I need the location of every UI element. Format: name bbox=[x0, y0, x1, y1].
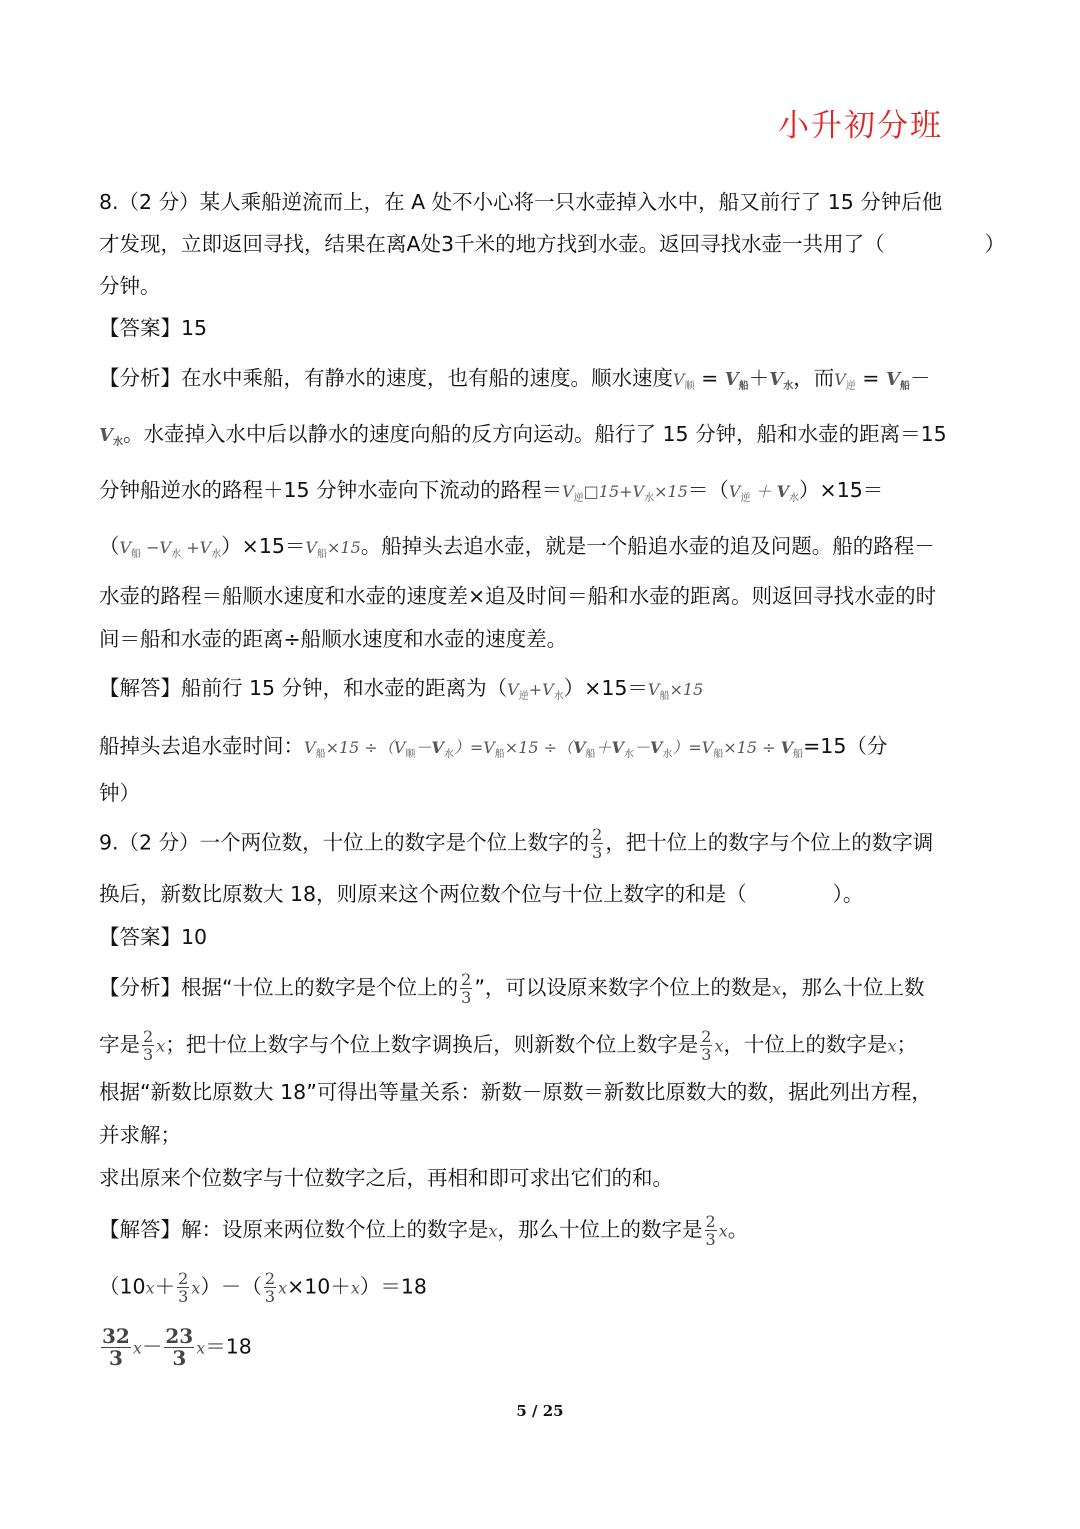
variable-x: x bbox=[887, 1036, 897, 1056]
q9-equation-2: $\frac{32}{3}$ x－ $\frac{23}{3}$ x＝18 bbox=[102, 1324, 252, 1370]
q8-analysis-5: 水壶的路程＝船顺水速度和水壶的速度差×追及时间＝船和水壶的距离。则返回寻找水壶的时 bbox=[99, 584, 937, 608]
formula-downstream-speed: $V_顺 = V_船+V_水$ bbox=[673, 366, 794, 392]
q9-line-1: 9.（2 分）一个两位数，十位上的数字是个位上数字的 $\frac{2}{3}$ ，把十位上的数字与个位上的数字调 bbox=[99, 825, 934, 862]
header-title: 小升初分班 bbox=[778, 108, 943, 144]
q9-equation-1: （10x＋ $\frac{2}{3}$ x）－（ $\frac{2}{3}$ x×10＋x）＝18 bbox=[99, 1269, 427, 1306]
q8-analysis-2: $V_水$。水壶掉入水中后以静水的速度向船的反方向运动。船行了 15 分钟，船和水壶的距离＝15 bbox=[99, 422, 947, 448]
q9-analysis-3: 根据“新数比原数大 18”可得出等量关系：新数－原数＝新数比原数大的数，据此列出方程， bbox=[99, 1080, 932, 1104]
formula-distance-3: $V_船 -V_水 +V_水$ bbox=[119, 538, 222, 560]
q8-line-2: 才发现，立即返回寻找，结果在离A处3千米的地方找到水壶。返回寻找水壶一共用了（ ） bbox=[99, 232, 1006, 256]
q8-line-3: 分钟。 bbox=[99, 274, 161, 298]
q9-analysis-5: 求出原来个位数字与十位数字之后，再相和即可求出它们的和。 bbox=[99, 1166, 673, 1190]
q9-answer: 【答案】10 bbox=[99, 925, 208, 949]
formula-water-speed: $V_水$ bbox=[99, 425, 123, 448]
formula-distance-4: $V_船\times 15$ bbox=[305, 538, 361, 560]
fraction-two-thirds: $\frac{2}{3}$ bbox=[705, 1212, 716, 1249]
q9-solution-1: 【解答】解：设原来两位数个位上的数字是x，那么十位上的数字是 $\frac{2}{3}$ x。 bbox=[99, 1212, 749, 1249]
q8-analysis-6: 间＝船和水壶的距离÷船顺水速度和水壶的速度差。 bbox=[99, 627, 568, 651]
q9-analysis-2: 字是 $\frac{2}{3}$ x；把十位上数字与个位上数字调换后，则新数个位上数字是 $\frac{2}{3}$ x，十位上的数字是x； bbox=[99, 1027, 917, 1064]
fraction-23-thirds: $\frac{23}{3}$ bbox=[165, 1324, 194, 1370]
q8-line-1: 8.（2 分）某人乘船逆流而上，在 A 处不小心将一只水壶掉入水中，船又前行了 15 分钟后他 bbox=[99, 190, 943, 214]
fraction-two-thirds: $\frac{2}{3}$ bbox=[592, 825, 603, 862]
q8-analysis-3: 分钟船逆水的路程＋15 分钟水壶向下流动的路程$=V_逆□15+V_水\times 15=(V_逆 + V_水)\times 15=$ bbox=[99, 478, 884, 504]
q8-analysis-1: 【分析】在水中乘船，有静水的速度，也有船的速度。顺水速度$V_顺 = V_船+V_水$，而$V_逆 = V_船-$ bbox=[99, 366, 931, 392]
q8-solution-3: 钟） bbox=[99, 781, 140, 805]
page-number: 5 / 25 bbox=[516, 1402, 564, 1420]
fraction-two-thirds: $\frac{2}{3}$ bbox=[701, 1027, 712, 1064]
fraction-two-thirds: $\frac{2}{3}$ bbox=[461, 970, 472, 1007]
q8-solution-2: 船掉头去追水壶时间：$V_船\times 15 \div(V_顺-V_水)=V_船\times 15 \div(V_船+V_水-V_水)=V_船\times 15 \div V_船=15$（分 bbox=[99, 734, 888, 760]
variable-x: x bbox=[771, 979, 781, 999]
fraction-32-thirds: $\frac{32}{3}$ bbox=[102, 1324, 130, 1370]
fraction-two-thirds: $\frac{2}{3}$ bbox=[178, 1269, 189, 1306]
q8-solution-1: 【解答】船前行 15 分钟，和水壶的距离为$(V_逆+V_水)\times 15=V_船\times 15$ bbox=[99, 676, 704, 702]
formula-upstream-speed: $V_逆 = V_船-$ bbox=[834, 366, 931, 392]
fraction-two-thirds: $\frac{2}{3}$ bbox=[264, 1269, 276, 1306]
variable-x: x bbox=[488, 1221, 498, 1241]
fraction-two-thirds: $\frac{2}{3}$ bbox=[143, 1027, 154, 1064]
formula-distance-1: $V_逆□15+V_水\times 15$ bbox=[562, 482, 688, 504]
q9-line-2: 换后，新数比原数大 18，则原来这个两位数个位与十位上数字的和是（ ）。 bbox=[99, 882, 864, 906]
formula-solution-3: $V_船\times 15 \div(V_顺-V_水)=V_船\times 15 \div(V_船+V_水-V_水)=V_船\times 15 \div V_船$ bbox=[304, 738, 804, 760]
q9-analysis-1: 【分析】根据“十位上的数字是个位上的 $\frac{2}{3}$ ”，可以设原来数字个位上的数是x，那么十位上数 bbox=[99, 970, 925, 1007]
q8-analysis-4: $(V_船 -V_水 +V_水)\times 15=V_船\times 15$。船掉头去追水壶，就是一个船追水壶的追及问题。船的路程－ bbox=[99, 534, 935, 560]
formula-solution-1: $V_逆+V_水$ bbox=[507, 680, 564, 702]
q9-analysis-4: 并求解； bbox=[99, 1123, 181, 1147]
formula-solution-2: $V_船\times 15$ bbox=[647, 680, 704, 702]
formula-distance-2: $V_逆 + V_水$ bbox=[728, 482, 800, 504]
q8-answer: 【答案】15 bbox=[99, 316, 208, 340]
